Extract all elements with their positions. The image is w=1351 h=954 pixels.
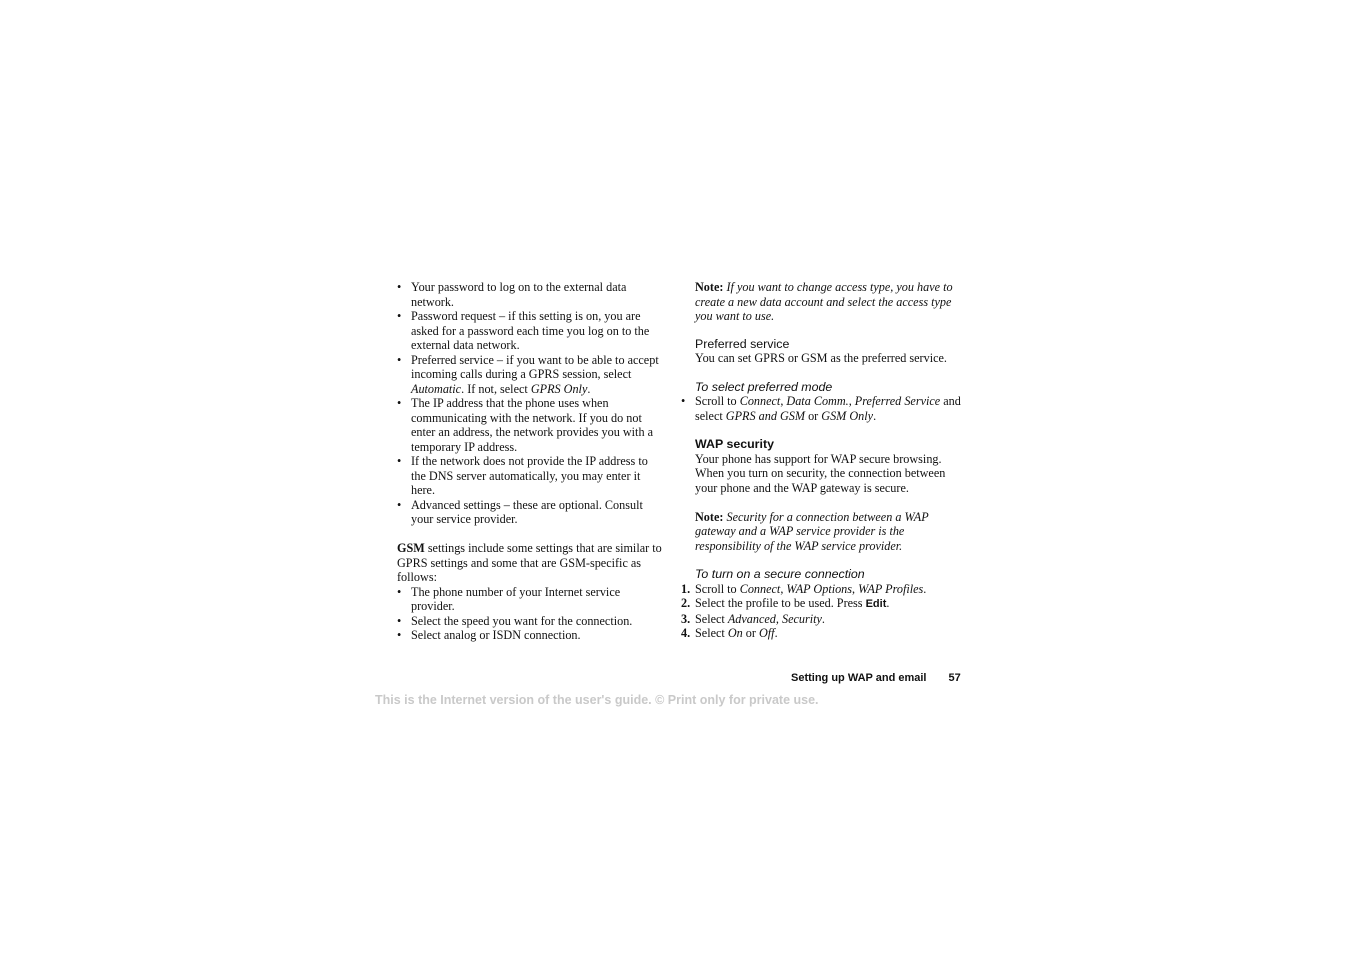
page-number: 57 [948, 672, 961, 684]
preferred-service-heading: Preferred service [695, 336, 790, 351]
left-column [397, 280, 663, 643]
right-column [681, 280, 967, 641]
page-footer [791, 671, 961, 686]
wap-security-text: Your phone has support for WAP secure browsing. When you turn on security, the connection between your phone and the WAP gateway is secure. [695, 451, 946, 495]
step-item: 3. Select Advanced, Security. [681, 611, 825, 626]
account-settings-list [397, 280, 663, 527]
step-item: 4. Select On or Off. [681, 626, 778, 640]
list-item: • Advanced settings – these are optional. Consult your service provider. [397, 498, 663, 527]
edit-key-label: Edit [865, 598, 887, 610]
list-item: • Your password to log on to the external data network. [397, 280, 663, 309]
preferred-service-text: You can set GPRS or GSM as the preferred service. [695, 351, 947, 365]
list-item: • Preferred service – if you want to be able to accept incoming calls during a GPRS session, select Automatic. If not, select GPRS Only. [397, 353, 663, 397]
wap-security-heading: WAP security [695, 437, 774, 451]
note-security: Note: Security for a connection between a WAP gateway and a WAP service provider is the responsibility of the WAP service provider. [695, 509, 929, 553]
select-mode-heading: To select preferred mode [695, 379, 833, 394]
watermark: This is the Internet version of the user's guide. © Print only for private use. [375, 693, 819, 707]
secure-connection-heading: To turn on a secure connection [695, 567, 865, 581]
list-item: • The IP address that the phone uses when communicating with the network. If you do not enter an address, the network provides you with a temporary IP address. [397, 396, 663, 454]
list-item: • Select the speed you want for the connection. [397, 614, 663, 629]
gsm-settings-list [397, 585, 663, 643]
list-item: • Password request – if this setting is on, you are asked for a password each time you log on to the external data network. [397, 309, 663, 353]
list-item: • If the network does not provide the IP address to the DNS server automatically, you may enter it here. [397, 454, 663, 498]
step-item: 1. Scroll to Connect, WAP Options, WAP Profiles. [681, 581, 927, 596]
gsm-paragraph: GSM settings include some settings that are similar to GPRS settings and some that are GSM-specific as follows: [397, 541, 662, 584]
select-mode-list [681, 394, 967, 423]
list-item: • The phone number of your Internet service provider. [397, 585, 663, 614]
note-access-type: Note: If you want to change access type, you have to create a new data account and select the access type you want to use. [695, 280, 953, 323]
list-item: • Scroll to Connect, Data Comm., Preferred Service and select GPRS and GSM or GSM Only. [681, 394, 967, 423]
step-item: 2. Select the profile to be used. Press Edit. [681, 596, 890, 610]
list-item: • Select analog or ISDN connection. [397, 628, 663, 643]
section-title: Setting up WAP and email [791, 672, 927, 684]
secure-connection-steps [681, 582, 967, 641]
